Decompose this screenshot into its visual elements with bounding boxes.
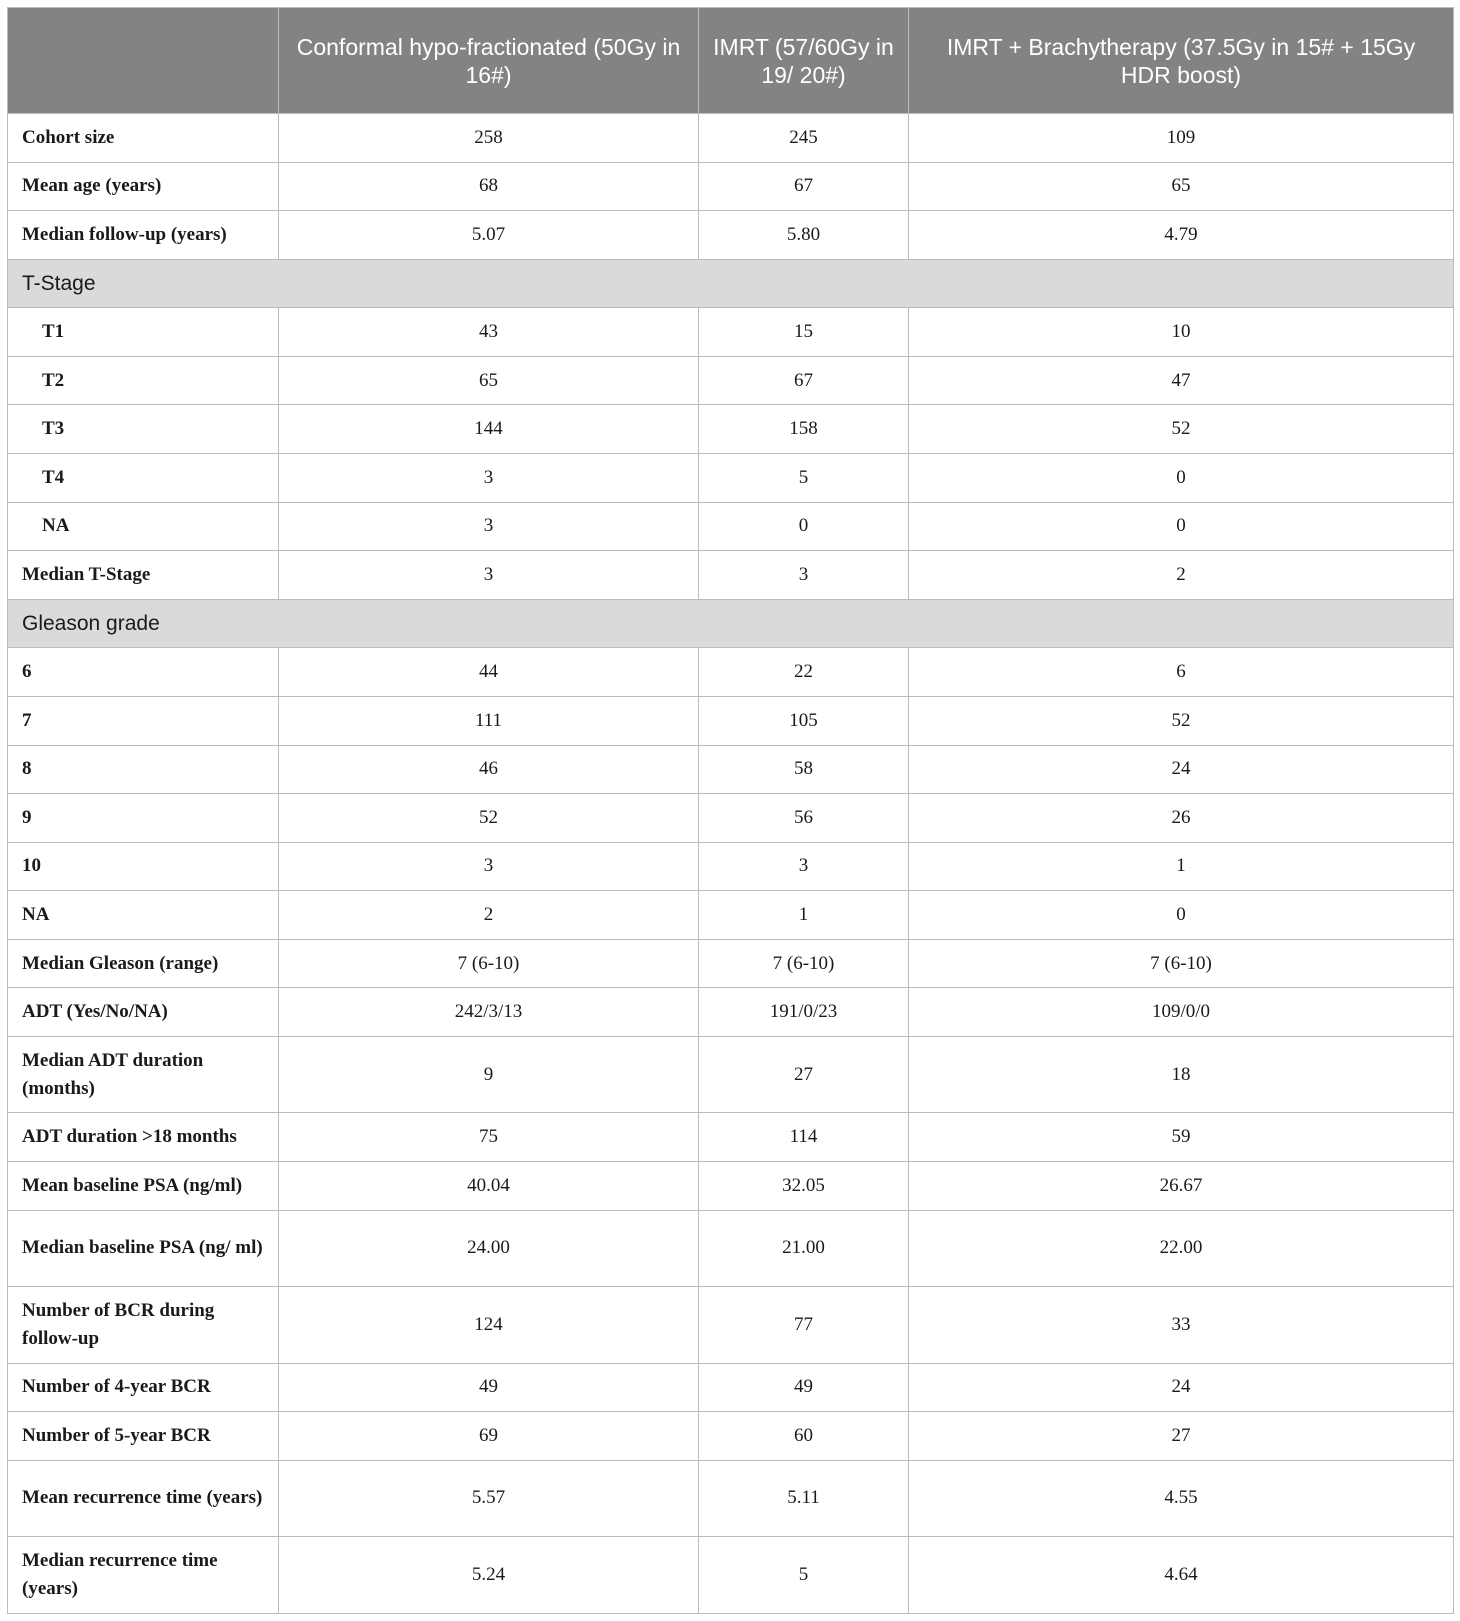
cell-value: 24.00	[279, 1210, 699, 1286]
header-imrt: IMRT (57/60Gy in 19/ 20#)	[699, 8, 909, 114]
cell-value: 2	[279, 891, 699, 940]
row-label: Median recurrence time (years)	[8, 1537, 279, 1614]
cell-value: 47	[909, 356, 1454, 405]
cell-value: 5	[699, 1537, 909, 1614]
row-label: 6	[8, 648, 279, 697]
cell-value: 4.55	[909, 1460, 1454, 1536]
cell-value: 3	[279, 502, 699, 551]
cell-value: 32.05	[699, 1162, 909, 1211]
cell-value: 5	[699, 454, 909, 503]
cell-value: 3	[699, 551, 909, 600]
cell-value: 7 (6-10)	[909, 939, 1454, 988]
header-empty	[8, 8, 279, 114]
row-label: Number of 5-year BCR	[8, 1412, 279, 1461]
cell-value: 144	[279, 405, 699, 454]
cell-value: 40.04	[279, 1162, 699, 1211]
row-label: T3	[8, 405, 279, 454]
section-row	[8, 259, 1454, 308]
cell-value: 56	[699, 794, 909, 843]
table-row	[8, 502, 1454, 551]
table-row	[8, 211, 1454, 260]
cell-value: 15	[699, 308, 909, 357]
cell-value: 3	[279, 454, 699, 503]
cell-value: 2	[909, 551, 1454, 600]
row-label: T2	[8, 356, 279, 405]
header-conformal: Conformal hypo-fractionated (50Gy in 16#)	[279, 8, 699, 114]
row-label: Mean age (years)	[8, 162, 279, 211]
row-label: Median Gleason (range)	[8, 939, 279, 988]
table-row	[8, 842, 1454, 891]
cell-value: 24	[909, 745, 1454, 794]
row-label: Number of BCR during follow-up	[8, 1287, 279, 1363]
cell-value: 5.80	[699, 211, 909, 260]
cell-value: 65	[279, 356, 699, 405]
row-label: Cohort size	[8, 114, 279, 163]
header-row	[8, 8, 1454, 114]
cell-value: 3	[699, 842, 909, 891]
cell-value: 5.07	[279, 211, 699, 260]
table-row	[8, 405, 1454, 454]
table-row	[8, 1412, 1454, 1461]
cell-value: 26	[909, 794, 1454, 843]
table-row	[8, 1460, 1454, 1536]
row-label: Mean recurrence time (years)	[8, 1460, 279, 1536]
table-row	[8, 1162, 1454, 1211]
cell-value: 52	[909, 405, 1454, 454]
cell-value: 18	[909, 1036, 1454, 1112]
table-row	[8, 356, 1454, 405]
cell-value: 5.24	[279, 1537, 699, 1614]
cell-value: 44	[279, 648, 699, 697]
cell-value: 242/3/13	[279, 988, 699, 1037]
section-row	[8, 599, 1454, 648]
cell-value: 5.11	[699, 1460, 909, 1536]
cell-value: 68	[279, 162, 699, 211]
table-row	[8, 551, 1454, 600]
cell-value: 59	[909, 1113, 1454, 1162]
row-label: T4	[8, 454, 279, 503]
cell-value: 22	[699, 648, 909, 697]
cell-value: 245	[699, 114, 909, 163]
cell-value: 5.57	[279, 1460, 699, 1536]
cell-value: 33	[909, 1287, 1454, 1363]
cell-value: 3	[279, 551, 699, 600]
cell-value: 24	[909, 1363, 1454, 1412]
cell-value: 9	[279, 1036, 699, 1112]
cell-value: 4.64	[909, 1537, 1454, 1614]
table-row	[8, 1210, 1454, 1286]
cell-value: 191/0/23	[699, 988, 909, 1037]
table-row	[8, 891, 1454, 940]
cohort-characteristics-table	[7, 7, 1454, 1614]
cell-value: 43	[279, 308, 699, 357]
cell-value: 58	[699, 745, 909, 794]
cell-value: 114	[699, 1113, 909, 1162]
table-row	[8, 1363, 1454, 1412]
table-row	[8, 1036, 1454, 1112]
row-label: Median baseline PSA (ng/ ml)	[8, 1210, 279, 1286]
cell-value: 109	[909, 114, 1454, 163]
row-label: 7	[8, 696, 279, 745]
cell-value: 27	[699, 1036, 909, 1112]
header-imrt-brachytherapy: IMRT + Brachytherapy (37.5Gy in 15# + 15Gy HDR boost)	[909, 8, 1454, 114]
cell-value: 0	[699, 502, 909, 551]
table-row	[8, 162, 1454, 211]
cell-value: 6	[909, 648, 1454, 697]
table-body	[8, 114, 1454, 1614]
table-row	[8, 1287, 1454, 1363]
cell-value: 10	[909, 308, 1454, 357]
table-row	[8, 454, 1454, 503]
cell-value: 1	[909, 842, 1454, 891]
cell-value: 26.67	[909, 1162, 1454, 1211]
table-row	[8, 745, 1454, 794]
row-label: Median ADT duration (months)	[8, 1036, 279, 1112]
cell-value: 0	[909, 891, 1454, 940]
row-label: NA	[8, 502, 279, 551]
cell-value: 0	[909, 454, 1454, 503]
cell-value: 7 (6-10)	[279, 939, 699, 988]
cell-value: 1	[699, 891, 909, 940]
table-row	[8, 794, 1454, 843]
row-label: 10	[8, 842, 279, 891]
cell-value: 77	[699, 1287, 909, 1363]
section-label: T-Stage	[8, 259, 1454, 308]
table-row	[8, 114, 1454, 163]
cell-value: 158	[699, 405, 909, 454]
table-row	[8, 648, 1454, 697]
cell-value: 22.00	[909, 1210, 1454, 1286]
cell-value: 4.79	[909, 211, 1454, 260]
cell-value: 258	[279, 114, 699, 163]
cell-value: 69	[279, 1412, 699, 1461]
row-label: Mean baseline PSA (ng/ml)	[8, 1162, 279, 1211]
row-label: ADT (Yes/No/NA)	[8, 988, 279, 1037]
cell-value: 75	[279, 1113, 699, 1162]
cell-value: 27	[909, 1412, 1454, 1461]
cell-value: 7 (6-10)	[699, 939, 909, 988]
section-label: Gleason grade	[8, 599, 1454, 648]
cell-value: 3	[279, 842, 699, 891]
cell-value: 0	[909, 502, 1454, 551]
row-label: Number of 4-year BCR	[8, 1363, 279, 1412]
row-label: ADT duration >18 months	[8, 1113, 279, 1162]
row-label: Median follow-up (years)	[8, 211, 279, 260]
table-row	[8, 1537, 1454, 1614]
cell-value: 60	[699, 1412, 909, 1461]
row-label: 8	[8, 745, 279, 794]
cell-value: 124	[279, 1287, 699, 1363]
cell-value: 67	[699, 162, 909, 211]
cell-value: 49	[279, 1363, 699, 1412]
table-row	[8, 988, 1454, 1037]
cell-value: 49	[699, 1363, 909, 1412]
cell-value: 109/0/0	[909, 988, 1454, 1037]
row-label: T1	[8, 308, 279, 357]
table-row	[8, 1113, 1454, 1162]
table-row	[8, 939, 1454, 988]
table-row	[8, 308, 1454, 357]
row-label: 9	[8, 794, 279, 843]
cell-value: 105	[699, 696, 909, 745]
cell-value: 111	[279, 696, 699, 745]
cell-value: 21.00	[699, 1210, 909, 1286]
cell-value: 52	[909, 696, 1454, 745]
cell-value: 67	[699, 356, 909, 405]
cell-value: 65	[909, 162, 1454, 211]
row-label: NA	[8, 891, 279, 940]
row-label: Median T-Stage	[8, 551, 279, 600]
cell-value: 52	[279, 794, 699, 843]
cell-value: 46	[279, 745, 699, 794]
table-row	[8, 696, 1454, 745]
